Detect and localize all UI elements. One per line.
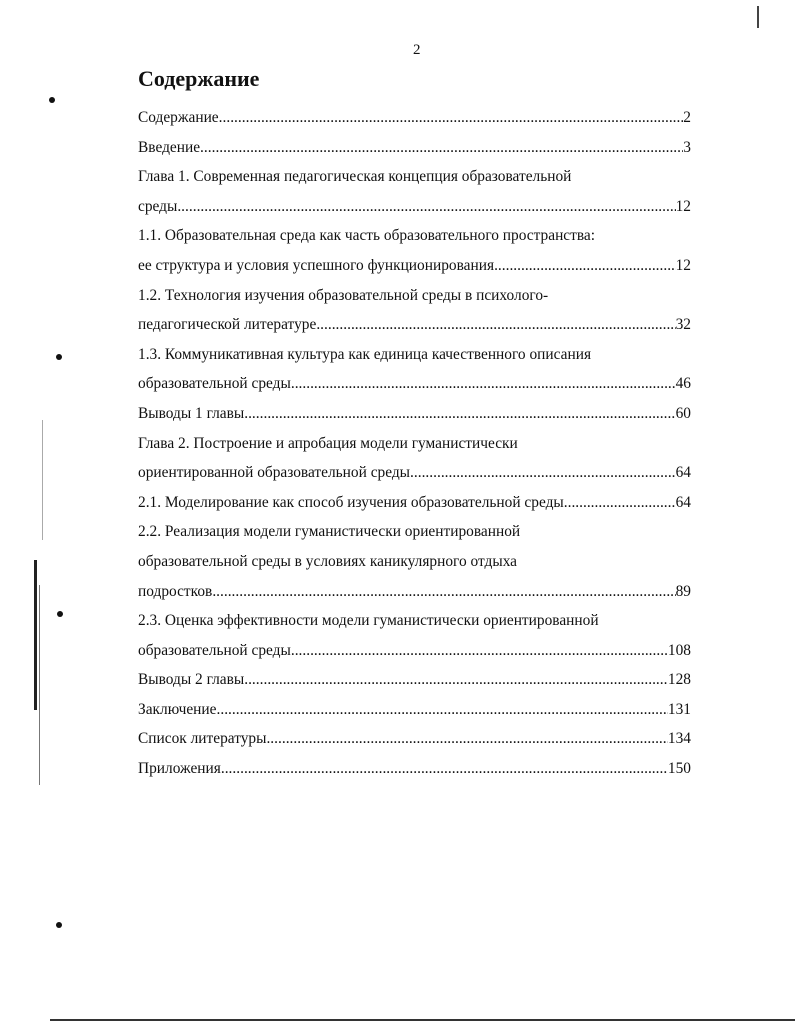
toc-page-number: 32 xyxy=(675,316,691,334)
scan-margin-edge xyxy=(39,585,40,785)
binder-hole-mark xyxy=(56,354,62,360)
scan-margin-edge xyxy=(34,560,37,710)
toc-leader-dots xyxy=(200,133,683,163)
toc-entry xyxy=(138,162,691,221)
toc-leader-dots xyxy=(177,192,675,222)
toc-page-number: 3 xyxy=(683,138,691,156)
toc-page-number: 64 xyxy=(675,493,691,511)
binder-hole-mark xyxy=(57,611,63,617)
toc-entry xyxy=(138,399,691,429)
toc-leader-dots xyxy=(410,458,676,488)
toc-line-text: ориентированной образовательной среды xyxy=(138,464,411,482)
toc-line-text: Выводы 1 главы xyxy=(138,404,245,422)
toc-line-text: Глава 1. Современная педагогическая концепция образовательной xyxy=(138,168,572,186)
toc-line-text: Приложения xyxy=(138,760,221,778)
toc-line-text: Выводы 2 главы xyxy=(138,671,245,689)
toc-leader-dots xyxy=(244,399,675,429)
toc-entry xyxy=(138,221,691,280)
binder-hole-mark xyxy=(56,922,62,928)
binder-hole-mark xyxy=(49,97,55,103)
toc-entry xyxy=(138,340,691,399)
toc-line xyxy=(138,399,691,429)
toc-page-number: 134 xyxy=(667,730,691,748)
scan-margin-edge xyxy=(42,420,43,540)
toc-line xyxy=(138,665,691,695)
toc-line xyxy=(138,606,691,636)
toc-line xyxy=(138,488,691,518)
toc-line xyxy=(138,724,691,754)
toc-line xyxy=(138,162,691,192)
toc-line xyxy=(138,754,691,784)
toc-leader-dots xyxy=(291,369,676,399)
toc-entry xyxy=(138,103,691,133)
toc-leader-dots xyxy=(266,724,667,754)
toc-line-text: Заключение xyxy=(138,700,217,718)
page-number: 2 xyxy=(413,42,421,58)
toc-leader-dots xyxy=(291,636,668,666)
toc-line xyxy=(138,458,691,488)
toc-entry xyxy=(138,281,691,340)
page-title: Содержание xyxy=(138,66,260,91)
toc-page-number: 89 xyxy=(675,582,691,600)
toc-entry xyxy=(138,724,691,754)
toc-line-text: 1.1. Образовательная среда как часть образовательного пространства: xyxy=(138,227,596,245)
toc-line xyxy=(138,221,691,251)
toc-line xyxy=(138,369,691,399)
toc-line xyxy=(138,547,691,577)
toc-line-text: Содержание xyxy=(138,109,219,126)
toc-page-number: 46 xyxy=(675,375,691,393)
toc-line xyxy=(138,577,691,607)
toc-page-number: 150 xyxy=(667,760,691,778)
toc-leader-dots xyxy=(564,488,676,518)
toc-line-text: 2.3. Оценка эффективности модели гуманистически ориентированной xyxy=(138,612,599,630)
toc-page-number: 12 xyxy=(675,256,691,274)
toc-page-number: 12 xyxy=(675,197,691,215)
toc-leader-dots xyxy=(221,754,668,784)
toc-line xyxy=(138,340,691,370)
toc-page-number: 60 xyxy=(675,404,691,422)
toc-entry xyxy=(138,754,691,784)
toc-entry xyxy=(138,133,691,163)
toc-page-number: 128 xyxy=(667,671,691,689)
toc-line xyxy=(138,133,691,163)
toc-entry xyxy=(138,517,691,606)
table-of-contents xyxy=(138,103,691,784)
toc-leader-dots xyxy=(217,695,668,725)
toc-entry xyxy=(138,695,691,725)
toc-line xyxy=(138,251,691,281)
toc-leader-dots xyxy=(316,310,675,340)
toc-line-text: подростков xyxy=(138,582,213,600)
toc-line xyxy=(138,103,691,133)
toc-line xyxy=(138,636,691,666)
scan-mark-top-right xyxy=(757,6,759,28)
toc-leader-dots xyxy=(494,251,676,281)
toc-line-text: 2.1. Моделирование как способ изучения образовательной среды xyxy=(138,493,564,511)
toc-entry xyxy=(138,488,691,518)
toc-line-text: Введение xyxy=(138,138,201,156)
toc-leader-dots xyxy=(212,577,675,607)
toc-line-text: Список литературы xyxy=(138,730,267,748)
toc-leader-dots xyxy=(219,103,684,133)
toc-line-text: образовательной среды xyxy=(138,641,291,659)
toc-line xyxy=(138,310,691,340)
toc-page-number: 131 xyxy=(667,700,691,718)
toc-line-text: 1.2. Технология изучения образовательной среды в психолого- xyxy=(138,286,549,304)
toc-line-text: образовательной среды в условиях каникулярного отдыха xyxy=(138,552,518,570)
toc-entry xyxy=(138,665,691,695)
toc-leader-dots xyxy=(244,665,668,695)
toc-line-text: педагогической литературе xyxy=(138,316,317,334)
scan-bottom-edge xyxy=(50,1019,795,1021)
toc-line-text: образовательной среды xyxy=(138,375,291,393)
toc-page-number: 2 xyxy=(683,109,691,126)
toc-line-text: 2.2. Реализация модели гуманистически ориентированной xyxy=(138,523,521,541)
toc-page-number: 108 xyxy=(667,641,691,659)
toc-entry xyxy=(138,429,691,488)
toc-line xyxy=(138,429,691,459)
toc-line-text: среды xyxy=(138,197,178,215)
toc-line-text: ее структура и условия успешного функционирования xyxy=(138,256,495,274)
toc-line-text: 1.3. Коммуникативная культура как единица качественного описания xyxy=(138,345,592,363)
toc-line xyxy=(138,517,691,547)
toc-line xyxy=(138,695,691,725)
toc-line-text: Глава 2. Построение и апробация модели гуманистически xyxy=(138,434,518,452)
toc-page-number: 64 xyxy=(675,464,691,482)
toc-line xyxy=(138,192,691,222)
toc-entry xyxy=(138,606,691,665)
toc-line xyxy=(138,281,691,311)
